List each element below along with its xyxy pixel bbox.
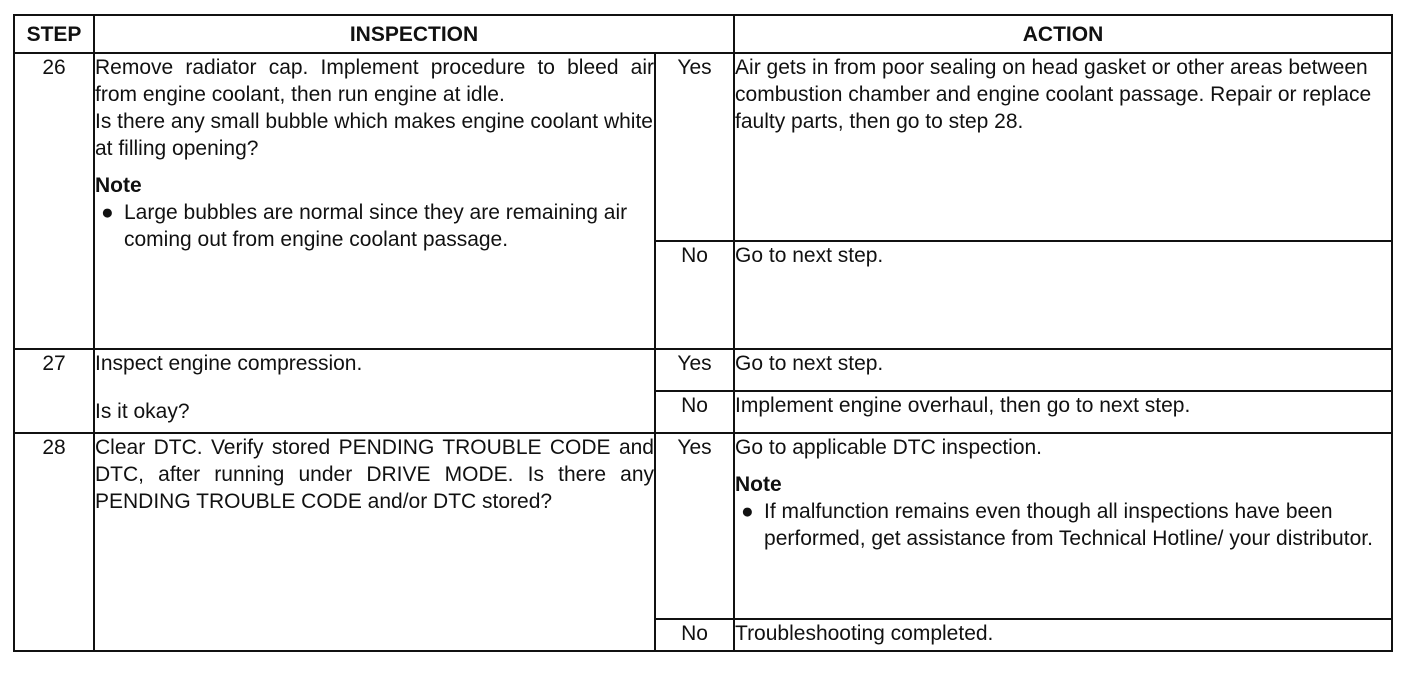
table-row [14, 433, 1392, 619]
yes-action: Go to applicable DTC inspection. [735, 436, 1043, 459]
inspection-text: Remove radiator cap. Implement procedure to bleed air from engine coolant, then run engine at idle. [95, 56, 654, 106]
inspection-question: Is it okay? [95, 400, 190, 423]
header-row [14, 15, 1392, 53]
no-label: No [655, 619, 734, 651]
table-row [14, 349, 1392, 391]
no-label: No [655, 241, 734, 349]
header-inspection: INSPECTION [94, 15, 734, 53]
note-text: If malfunction remains even though all inspections have been performed, get assistance from Technical Hotline/ your distributor. [764, 500, 1373, 550]
note-title: Note [735, 473, 782, 496]
inspection-cell [94, 433, 655, 651]
no-action: Troubleshooting completed. [734, 619, 1392, 651]
no-action: Implement engine overhaul, then go to next step. [734, 391, 1392, 433]
note-title: Note [95, 174, 142, 197]
header-action: ACTION [734, 15, 1392, 53]
yes-action: Air gets in from poor sealing on head gasket or other areas between combustion chamber and engine coolant passage. Repair or replace faulty parts, then go to step 28. [734, 53, 1392, 241]
step-number: 28 [14, 433, 94, 651]
no-action: Go to next step. [734, 241, 1392, 349]
note-item [95, 199, 654, 253]
inspection-text: Clear DTC. Verify stored PENDING TROUBLE CODE and DTC, after running under DRIVE MODE. Is there any PENDING TROUBLE CODE and/or DTC stored? [95, 436, 654, 513]
yes-label: Yes [655, 349, 734, 391]
note-item [735, 498, 1391, 552]
inspection-text: Inspect engine compression. [95, 352, 363, 375]
yes-label: Yes [655, 53, 734, 241]
step-number: 27 [14, 349, 94, 433]
no-label: No [655, 391, 734, 433]
yes-label: Yes [655, 433, 734, 619]
note-text: Large bubbles are normal since they are remaining air coming out from engine coolant passage. [124, 201, 628, 251]
yes-action-cell [734, 433, 1392, 619]
inspection-cell [94, 53, 655, 349]
bullet-icon: ● [101, 201, 114, 224]
yes-action: Go to next step. [734, 349, 1392, 391]
header-step: STEP [14, 15, 94, 53]
inspection-cell [94, 349, 655, 433]
bullet-icon: ● [741, 500, 754, 523]
step-number: 26 [14, 53, 94, 349]
diagnostic-table [13, 14, 1393, 652]
table-row [14, 53, 1392, 241]
inspection-question: Is there any small bubble which makes engine coolant white at filling opening? [95, 110, 653, 160]
